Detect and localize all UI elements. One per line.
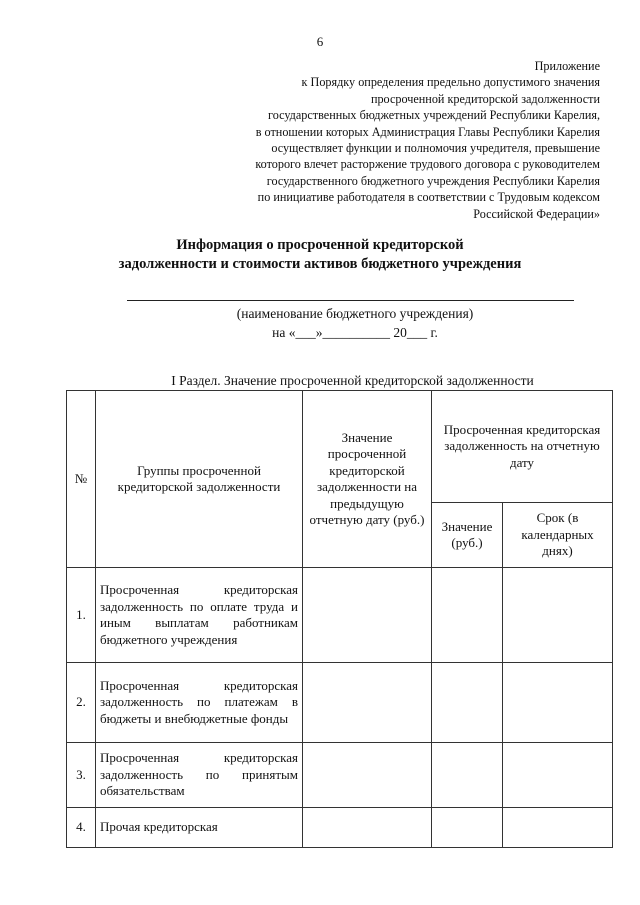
document-title-line-2: задолженности и стоимости активов бюджетного учреждения: [118, 256, 522, 272]
header-previous-value: Значение просроченной кредиторской задолженности на предыдущую отчетную дату (руб.): [303, 391, 432, 568]
cell-current-term: [503, 743, 613, 808]
appendix-line: государственного бюджетного учреждения Республики Карелия: [266, 173, 600, 188]
table-row: [67, 808, 613, 848]
institution-caption: (наименование бюджетного учреждения): [236, 306, 474, 321]
cell-previous-value: [303, 808, 432, 848]
row-num: 4.: [67, 808, 96, 848]
appendix-line: осуществляет функции и полномочия учредителя, превышение: [271, 141, 600, 156]
header-groups: Группы просроченной кредиторской задолженности: [96, 391, 303, 568]
table-row: [67, 743, 613, 808]
header-current-value: Значение (руб.): [432, 503, 503, 568]
institution-block: [0, 304, 640, 342]
header-num: №: [67, 391, 96, 568]
cell-previous-value: [303, 663, 432, 743]
appendix-header: [180, 58, 600, 222]
row-group: Просроченная кредиторская задолженность по платежам в бюджеты и внебюджетные фонды: [96, 663, 303, 743]
cell-previous-value: [303, 568, 432, 663]
row-group: Просроченная кредиторская задолженность по оплате труда и иным выплатам работникам бюджетного учреждения: [96, 568, 303, 663]
page-number: 6: [316, 34, 324, 49]
cell-current-value: [432, 568, 503, 663]
row-num: 2.: [67, 663, 96, 743]
cell-current-value: [432, 663, 503, 743]
cell-current-value: [432, 743, 503, 808]
appendix-line: по инициативе работодателя в соответствии с Трудовым кодексом: [257, 190, 600, 205]
cell-previous-value: [303, 743, 432, 808]
cell-current-term: [503, 663, 613, 743]
row-num: 1.: [67, 568, 96, 663]
appendix-line: Российской Федерации»: [473, 206, 600, 221]
appendix-line: которого влечет расторжение трудового договора с руководителем: [255, 157, 600, 172]
appendix-line: просроченной кредиторской задолженности: [370, 91, 600, 106]
header-current-term: Срок (в календарных днях): [503, 503, 613, 568]
table-row: [67, 663, 613, 743]
debt-table: [66, 390, 613, 848]
cell-current-value: [432, 808, 503, 848]
row-group: Прочая кредиторская: [96, 808, 303, 848]
appendix-line: государственных бюджетных учреждений Республики Карелия,: [268, 108, 600, 123]
appendix-line: Приложение: [534, 59, 600, 73]
report-date-line: на «___»__________ 20___ г.: [272, 325, 438, 340]
appendix-line: к Порядку определения предельно допустимого значения: [301, 75, 600, 90]
appendix-line: в отношении которых Администрация Главы Республики Карелия: [255, 124, 600, 139]
document-title: [0, 236, 640, 274]
cell-current-term: [503, 808, 613, 848]
document-title-line-1: Информация о просроченной кредиторской: [176, 237, 464, 253]
cell-current-term: [503, 568, 613, 663]
section-title: I Раздел. Значение просроченной кредиторской задолженности: [171, 373, 534, 388]
row-group: Просроченная кредиторская задолженность по принятым обязательствам: [96, 743, 303, 808]
header-current-debt: Просроченная кредиторская задолженность на отчетную дату: [432, 391, 613, 503]
table-row: [67, 568, 613, 663]
institution-name-line: [127, 300, 574, 301]
row-num: 3.: [67, 743, 96, 808]
